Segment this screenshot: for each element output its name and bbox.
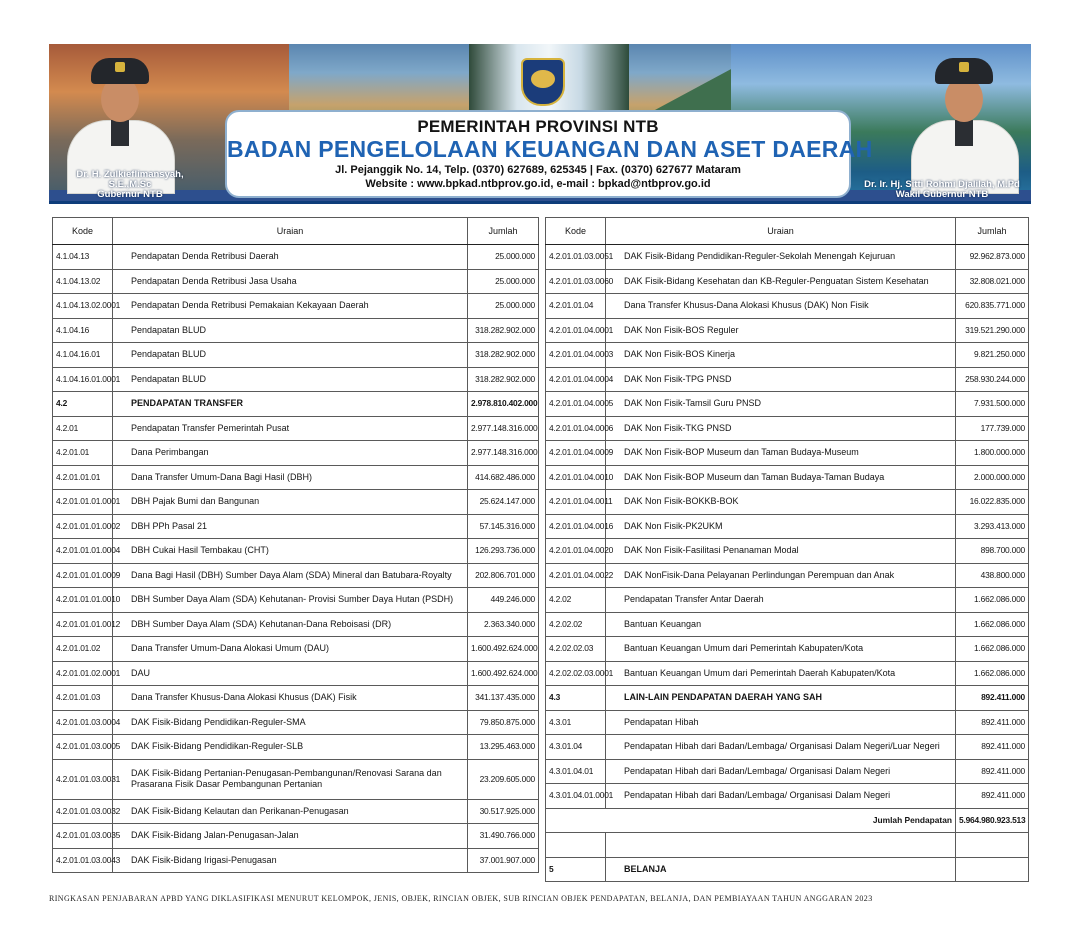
kode-cell: 4.1.04.13.02.0001 xyxy=(53,294,113,319)
belanja-row xyxy=(546,857,1029,882)
uraian-cell: DAK Non Fisik-TPG PNSD xyxy=(606,367,956,392)
uraian-cell: LAIN-LAIN PENDAPATAN DAERAH YANG SAH xyxy=(606,686,956,711)
table-row xyxy=(53,245,539,270)
kode-cell: 4.2.01.01.04.0001 xyxy=(546,318,606,343)
kode-cell: 4.2.01.01.03.0031 xyxy=(53,759,113,799)
uraian-cell: PENDAPATAN TRANSFER xyxy=(113,392,468,417)
jumlah-cell: 23.209.605.000 xyxy=(468,759,539,799)
kode-cell: 4.2.01.01.03.0051 xyxy=(546,245,606,270)
uraian-cell: DAK Fisik-Bidang Pendidikan-Reguler-Sekolah Menengah Kejuruan xyxy=(606,245,956,270)
uraian-cell: DBH Cukai Hasil Tembakau (CHT) xyxy=(113,539,468,564)
agency-website: Website : www.bpkad.ntbprov.go.id, e-mail : bpkad@ntbprov.go.id xyxy=(365,178,711,190)
jumlah-cell: 2.000.000.000 xyxy=(956,465,1029,490)
table-row xyxy=(546,539,1029,564)
uraian-cell: DAK Non Fisik-BOKKB-BOK xyxy=(606,490,956,515)
table-row xyxy=(53,637,539,662)
governor-role: Gubernur NTB xyxy=(97,189,163,200)
table-row xyxy=(546,563,1029,588)
vice-governor-caption xyxy=(857,180,1027,200)
kode-cell: 4.1.04.16 xyxy=(53,318,113,343)
jumlah-cell: 449.246.000 xyxy=(468,588,539,613)
uraian-cell: Pendapatan Transfer Pemerintah Pusat xyxy=(113,416,468,441)
table-row xyxy=(546,416,1029,441)
jumlah-cell: 16.022.835.000 xyxy=(956,490,1029,515)
kode-cell: 4.2.01.01.01.0012 xyxy=(53,612,113,637)
uraian-cell: DBH Pajak Bumi dan Bangunan xyxy=(113,490,468,515)
vice-governor-portrait xyxy=(905,50,1023,192)
jumlah-cell: 2.977.148.316.000 xyxy=(468,416,539,441)
ntb-emblem-icon xyxy=(521,58,565,106)
uraian-cell: Pendapatan Hibah dari Badan/Lembaga/ Organisasi Dalam Negeri xyxy=(606,784,956,809)
uraian-cell: DAK Fisik-Bidang Pendidikan-Reguler-SMA xyxy=(113,710,468,735)
table-row xyxy=(546,759,1029,784)
kode-cell: 4.2.01.01.04.0010 xyxy=(546,465,606,490)
table-row xyxy=(546,318,1029,343)
jumlah-cell: 319.521.290.000 xyxy=(956,318,1029,343)
kode-cell: 4.2.01.01.04.0022 xyxy=(546,563,606,588)
uraian-cell: Dana Bagi Hasil (DBH) Sumber Daya Alam (SDA) Mineral dan Batubara-Royalty xyxy=(113,563,468,588)
jumlah-cell: 318.282.902.000 xyxy=(468,318,539,343)
table-row xyxy=(546,392,1029,417)
uraian-cell: Pendapatan Hibah xyxy=(606,710,956,735)
kode-cell: 4.2.01.01.01.0004 xyxy=(53,539,113,564)
kode-cell: 4.2.01.01.04.0009 xyxy=(546,441,606,466)
uraian-cell: DAK Fisik-Bidang Jalan-Penugasan-Jalan xyxy=(113,824,468,849)
jumlah-cell: 2.977.148.316.000 xyxy=(468,441,539,466)
jumlah-cell: 438.800.000 xyxy=(956,563,1029,588)
jumlah-cell: 620.835.771.000 xyxy=(956,294,1029,319)
table-row xyxy=(53,588,539,613)
revenue-table-left xyxy=(52,217,539,873)
governor-caption xyxy=(55,170,205,200)
jumlah-cell: 892.411.000 xyxy=(956,759,1029,784)
kode-cell: 4.1.04.13.02 xyxy=(53,269,113,294)
uraian-cell: DAK Non Fisik-BOS Reguler xyxy=(606,318,956,343)
table-row xyxy=(546,465,1029,490)
kode-cell: 4.2 xyxy=(53,392,113,417)
table-row xyxy=(546,343,1029,368)
table-row xyxy=(546,637,1029,662)
table-row xyxy=(53,563,539,588)
uraian-cell: Dana Transfer Umum-Dana Alokasi Umum (DAU) xyxy=(113,637,468,662)
uraian-cell: Bantuan Keuangan xyxy=(606,612,956,637)
table-row xyxy=(53,416,539,441)
uraian-cell: DAK Non Fisik-BOP Museum dan Taman Budaya-Taman Budaya xyxy=(606,465,956,490)
kode-cell: 4.2.01.01.01.0010 xyxy=(53,588,113,613)
jumlah-cell: 1.662.086.000 xyxy=(956,612,1029,637)
table-row xyxy=(53,294,539,319)
table-row xyxy=(546,588,1029,613)
kode-cell: 4.2.01.01.03.0060 xyxy=(546,269,606,294)
table-row xyxy=(546,294,1029,319)
jumlah-cell: 30.517.925.000 xyxy=(468,799,539,824)
jumlah-cell: 892.411.000 xyxy=(956,710,1029,735)
table-row xyxy=(53,441,539,466)
kode-cell: 4.2.01.01.02 xyxy=(53,637,113,662)
table-row xyxy=(53,490,539,515)
uraian-cell: DAU xyxy=(113,661,468,686)
jumlah-cell: 3.293.413.000 xyxy=(956,514,1029,539)
jumlah-cell: 1.800.000.000 xyxy=(956,441,1029,466)
table-row xyxy=(53,799,539,824)
table-row xyxy=(546,661,1029,686)
kode-cell: 4.2.01.01 xyxy=(53,441,113,466)
jumlah-cell: 177.739.000 xyxy=(956,416,1029,441)
table-row xyxy=(546,784,1029,809)
table-row xyxy=(53,367,539,392)
document-footer: RINGKASAN PENJABARAN APBD YANG DIKLASIFIKASI MENURUT KELOMPOK, JENIS, OBJEK, RINCIAN OBJEK, SUB RINCIAN OBJEK PENDAPATAN, BELANJA, DAN PEMBIAYAAN TAHUN ANGGARAN 2023 xyxy=(49,894,873,903)
kode-cell: 4.3.01 xyxy=(546,710,606,735)
table-row xyxy=(546,367,1029,392)
jumlah-cell: 1.662.086.000 xyxy=(956,588,1029,613)
column-header-jumlah: Jumlah xyxy=(468,218,539,245)
kode-cell: 4.2.02.02.03 xyxy=(546,637,606,662)
jumlah-cell: 25.000.000 xyxy=(468,269,539,294)
agency-address: Jl. Pejanggik No. 14, Telp. (0370) 627689, 625345 | Fax. (0370) 627677 Mataram xyxy=(335,164,741,176)
jumlah-cell: 1.662.086.000 xyxy=(956,661,1029,686)
kode-cell: 4.2.01.01.04.0005 xyxy=(546,392,606,417)
uraian-cell: DAK Non Fisik-Fasilitasi Penanaman Modal xyxy=(606,539,956,564)
uraian-cell: DAK Non Fisik-PK2UKM xyxy=(606,514,956,539)
column-header-kode: Kode xyxy=(546,218,606,245)
uraian-cell: Dana Transfer Khusus-Dana Alokasi Khusus (DAK) Non Fisik xyxy=(606,294,956,319)
column-header-uraian: Uraian xyxy=(113,218,468,245)
uraian-cell: DBH Sumber Daya Alam (SDA) Kehutanan- Provisi Sumber Daya Hutan (PSDH) xyxy=(113,588,468,613)
kode-cell: 4.2.01.01.04.0003 xyxy=(546,343,606,368)
kode-cell: 4.3.01.04 xyxy=(546,735,606,760)
jumlah-cell: 25.000.000 xyxy=(468,245,539,270)
table-row xyxy=(53,686,539,711)
uraian-cell: Pendapatan Denda Retribusi Jasa Usaha xyxy=(113,269,468,294)
jumlah-cell: 2.363.340.000 xyxy=(468,612,539,637)
table-row xyxy=(53,392,539,417)
vice-governor-name: Dr. Ir. Hj. Sitti Rohmi Djalilah, M.Pd xyxy=(864,179,1020,190)
kode-cell: 4.2.01.01.03 xyxy=(53,686,113,711)
jumlah-cell: 9.821.250.000 xyxy=(956,343,1029,368)
jumlah-cell: 318.282.902.000 xyxy=(468,343,539,368)
jumlah-cell: 318.282.902.000 xyxy=(468,367,539,392)
kode-cell: 4.3.01.04.01.0001 xyxy=(546,784,606,809)
table-row xyxy=(53,710,539,735)
kode-cell: 4.2.01.01.04.0020 xyxy=(546,539,606,564)
kode-cell: 4.2.01.01.04.0004 xyxy=(546,367,606,392)
kode-cell: 4.1.04.16.01 xyxy=(53,343,113,368)
uraian-cell: DBH Sumber Daya Alam (SDA) Kehutanan-Dana Reboisasi (DR) xyxy=(113,612,468,637)
column-header-uraian: Uraian xyxy=(606,218,956,245)
uraian-cell: Bantuan Keuangan Umum dari Pemerintah Kabupaten/Kota xyxy=(606,637,956,662)
jumlah-cell: 57.145.316.000 xyxy=(468,514,539,539)
kode-cell: 4.2.01.01.02.0001 xyxy=(53,661,113,686)
uraian-cell: Pendapatan Transfer Antar Daerah xyxy=(606,588,956,613)
kode-cell: 4.3 xyxy=(546,686,606,711)
uraian-cell: DAK Non Fisik-BOP Museum dan Taman Budaya-Museum xyxy=(606,441,956,466)
uraian-cell: DAK Non Fisik-Tamsil Guru PNSD xyxy=(606,392,956,417)
jumlah-cell: 892.411.000 xyxy=(956,735,1029,760)
uraian-cell: Bantuan Keuangan Umum dari Pemerintah Daerah Kabupaten/Kota xyxy=(606,661,956,686)
uraian-cell: DAK Fisik-Bidang Kelautan dan Perikanan-Penugasan xyxy=(113,799,468,824)
header-banner xyxy=(49,44,1031,204)
table-row xyxy=(546,514,1029,539)
jumlah-cell: 202.806.701.000 xyxy=(468,563,539,588)
governor-name: Dr. H. Zulkieflimansyah, S.E.,M.Sc xyxy=(76,169,184,190)
table-row xyxy=(546,612,1029,637)
jumlah-cell: 2.978.810.402.000 xyxy=(468,392,539,417)
jumlah-cell: 13.295.463.000 xyxy=(468,735,539,760)
column-header-kode: Kode xyxy=(53,218,113,245)
kode-cell: 4.3.01.04.01 xyxy=(546,759,606,784)
uraian-cell: Pendapatan Hibah dari Badan/Lembaga/ Organisasi Dalam Negeri xyxy=(606,759,956,784)
kode-cell: 4.2.01 xyxy=(53,416,113,441)
uraian-cell: Dana Perimbangan xyxy=(113,441,468,466)
table-row xyxy=(53,824,539,849)
jumlah-cell: 892.411.000 xyxy=(956,686,1029,711)
uraian-cell: DAK NonFisik-Dana Pelayanan Perlindungan Perempuan dan Anak xyxy=(606,563,956,588)
uraian-cell: DAK Non Fisik-BOS Kinerja xyxy=(606,343,956,368)
table-row xyxy=(546,441,1029,466)
jumlah-cell: 7.931.500.000 xyxy=(956,392,1029,417)
jumlah-cell: 92.962.873.000 xyxy=(956,245,1029,270)
spacer-row xyxy=(546,833,1029,858)
uraian-cell: Pendapatan BLUD xyxy=(113,367,468,392)
column-header-jumlah: Jumlah xyxy=(956,218,1029,245)
table-row xyxy=(546,269,1029,294)
total-label: Jumlah Pendapatan xyxy=(606,808,956,833)
kode-cell: 4.2.01.01.04.0016 xyxy=(546,514,606,539)
belanja-uraian: BELANJA xyxy=(606,857,956,882)
table-row xyxy=(53,343,539,368)
kode-cell: 4.2.02.02.03.0001 xyxy=(546,661,606,686)
kode-cell: 4.2.02.02 xyxy=(546,612,606,637)
table-row xyxy=(53,318,539,343)
jumlah-cell: 37.001.907.000 xyxy=(468,848,539,873)
table-row xyxy=(546,490,1029,515)
uraian-cell: DAK Fisik-Bidang Kesehatan dan KB-Reguler-Penguatan Sistem Kesehatan xyxy=(606,269,956,294)
table-row xyxy=(546,245,1029,270)
jumlah-cell: 1.600.492.624.000 xyxy=(468,661,539,686)
kode-cell: 4.2.01.01.01.0009 xyxy=(53,563,113,588)
kode-cell: 4.2.01.01.01 xyxy=(53,465,113,490)
uraian-cell: Dana Transfer Khusus-Dana Alokasi Khusus (DAK) Fisik xyxy=(113,686,468,711)
uraian-cell: DAK Fisik-Bidang Irigasi-Penugasan xyxy=(113,848,468,873)
jumlah-cell: 1.600.492.624.000 xyxy=(468,637,539,662)
kode-cell: 4.1.04.16.01.0001 xyxy=(53,367,113,392)
uraian-cell: DAK Fisik-Bidang Pendidikan-Reguler-SLB xyxy=(113,735,468,760)
kode-cell: 4.2.01.01.01.0002 xyxy=(53,514,113,539)
jumlah-cell: 414.682.486.000 xyxy=(468,465,539,490)
table-row xyxy=(53,514,539,539)
uraian-cell: Pendapatan BLUD xyxy=(113,343,468,368)
kode-cell: 4.1.04.13 xyxy=(53,245,113,270)
jumlah-cell: 32.808.021.000 xyxy=(956,269,1029,294)
kode-cell: 4.2.01.01.04.0011 xyxy=(546,490,606,515)
kode-cell: 4.2.02 xyxy=(546,588,606,613)
table-row xyxy=(546,710,1029,735)
uraian-cell: Pendapatan Denda Retribusi Pemakaian Kekayaan Daerah xyxy=(113,294,468,319)
uraian-cell: Pendapatan Hibah dari Badan/Lembaga/ Organisasi Dalam Negeri/Luar Negeri xyxy=(606,735,956,760)
jumlah-cell: 341.137.435.000 xyxy=(468,686,539,711)
uraian-cell: DBH PPh Pasal 21 xyxy=(113,514,468,539)
table-row xyxy=(53,759,539,799)
jumlah-cell: 79.850.875.000 xyxy=(468,710,539,735)
total-value: 5.964.980.923.513 xyxy=(956,808,1029,833)
kode-cell: 4.2.01.01.04.0006 xyxy=(546,416,606,441)
table-row xyxy=(53,612,539,637)
jumlah-cell: 25.624.147.000 xyxy=(468,490,539,515)
kode-cell: 4.2.01.01.03.0004 xyxy=(53,710,113,735)
vice-governor-role: Wakil Gubernur NTB xyxy=(895,189,989,200)
jumlah-cell: 258.930.244.000 xyxy=(956,367,1029,392)
kode-cell: 4.2.01.01.01.0001 xyxy=(53,490,113,515)
jumlah-cell: 898.700.000 xyxy=(956,539,1029,564)
table-row xyxy=(546,735,1029,760)
uraian-cell: Pendapatan BLUD xyxy=(113,318,468,343)
uraian-cell: Dana Transfer Umum-Dana Bagi Hasil (DBH) xyxy=(113,465,468,490)
revenue-table-right xyxy=(545,217,1029,882)
kode-cell: 4.2.01.01.03.0005 xyxy=(53,735,113,760)
table-row xyxy=(53,661,539,686)
table-row xyxy=(53,269,539,294)
agency-title: BADAN PENGELOLAAN KEUANGAN DAN ASET DAERAH xyxy=(227,136,873,162)
jumlah-cell: 1.662.086.000 xyxy=(956,637,1029,662)
belanja-kode: 5 xyxy=(546,857,606,882)
jumlah-cell: 892.411.000 xyxy=(956,784,1029,809)
kode-cell: 4.2.01.01.03.0032 xyxy=(53,799,113,824)
kode-cell: 4.2.01.01.03.0043 xyxy=(53,848,113,873)
uraian-cell: DAK Fisik-Bidang Pertanian-Penugasan-Pembangunan/Renovasi Sarana dan Prasarana Fisik Dasar Pembangunan Pertanian xyxy=(113,759,468,799)
table-row xyxy=(53,848,539,873)
table-row xyxy=(546,686,1029,711)
table-row xyxy=(53,735,539,760)
table-row xyxy=(53,539,539,564)
table-row xyxy=(53,465,539,490)
kode-cell: 4.2.01.01.03.0035 xyxy=(53,824,113,849)
government-title: PEMERINTAH PROVINSI NTB xyxy=(417,117,659,136)
jumlah-cell: 25.000.000 xyxy=(468,294,539,319)
jumlah-cell: 31.490.766.000 xyxy=(468,824,539,849)
uraian-cell: DAK Non Fisik-TKG PNSD xyxy=(606,416,956,441)
total-row xyxy=(546,808,1029,833)
kode-cell: 4.2.01.01.04 xyxy=(546,294,606,319)
uraian-cell: Pendapatan Denda Retribusi Daerah xyxy=(113,245,468,270)
title-box xyxy=(225,110,873,198)
jumlah-cell: 126.293.736.000 xyxy=(468,539,539,564)
